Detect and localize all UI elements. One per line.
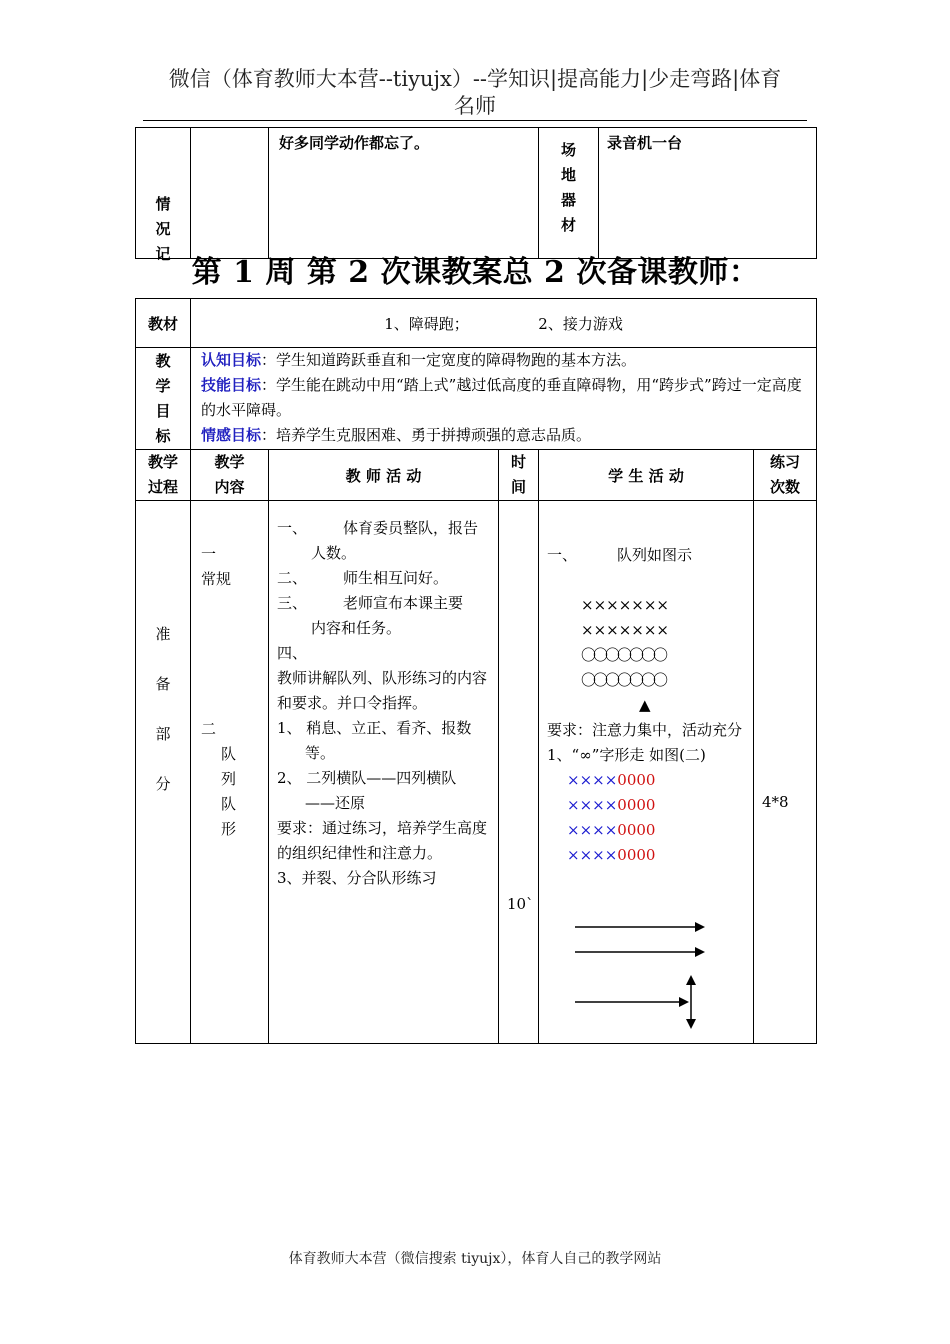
section-label: 准 备 部 分 [136, 501, 191, 1044]
lesson-title: 第 1 周 第 2 次课教案总 2 次备课教师： [191, 255, 760, 290]
page-footer: 体育教师大本营（微信搜索 tiyujx），体育人自己的教学网站 [288, 1251, 662, 1267]
content-2-text: 队 列 队 形 [221, 745, 237, 838]
header-rule [143, 120, 807, 121]
goals-label: 教 学 目 标 [136, 348, 191, 450]
reps-cell [754, 501, 817, 1044]
col-time: 时 间 [499, 450, 539, 501]
material-item-1: 1、障碍跑； [384, 314, 469, 333]
formation-o-row-1: 〇〇〇〇〇〇〇 [581, 646, 666, 664]
lesson-plan-table [135, 298, 817, 1044]
teacher-item-3: 三、 老师宣布本课主要 [277, 594, 464, 612]
col-process: 教学 过程 [136, 450, 191, 501]
arrow-right-icon-2 [575, 947, 705, 957]
formation-line-1: ××××0000 [567, 771, 656, 789]
content-1-num: 一 [201, 545, 217, 563]
material-value [191, 299, 817, 348]
teacher-item-2: 二、 师生相互问好。 [277, 569, 449, 587]
goals-cell [191, 348, 817, 450]
situation-label: 情 况 记 [136, 128, 191, 259]
student-drill: 1、“∞”字形走 如图(二) [547, 746, 706, 764]
formation-line-4: ××××0000 [567, 846, 656, 864]
student-activity [539, 501, 754, 1044]
content-1-text: 常规 [201, 570, 232, 588]
teacher-requirement: 要求：通过练习，培养学生高度的组织纪律性和注意力。 [277, 819, 488, 862]
material-item-2: 2、接力游戏 [538, 314, 623, 333]
col-teacher: 教 师 活 动 [269, 450, 499, 501]
goal-affective: 情感目标：培养学生克服困难、勇于拼搏顽强的意志品质。 [201, 426, 592, 444]
situation-feedback: 好多同学动作都忘了。 [269, 128, 539, 259]
teacher-item-1: 一、 体育委员整队，报告 [277, 519, 479, 537]
equipment-value: 录音机一台 [599, 128, 817, 259]
teacher-sub-2: 2、 二列横队——四列横队 [277, 769, 457, 787]
material-label: 教材 [136, 299, 191, 348]
time-cell [499, 501, 539, 1044]
header-line-1: 微信（体育教师大本营--tiyujx）--学知识|提高能力|少走弯路|体育 [168, 67, 782, 91]
content-cell [191, 501, 269, 1044]
movement-arrows-diagram [539, 919, 754, 1029]
goal-skill: 技能目标：学生能在跳动中用“踏上式”越过低高度的垂直障碍物，用“跨步式”跨过一定高度的水平障碍。 [201, 376, 802, 419]
col-reps: 练习 次数 [754, 450, 817, 501]
content-2-num: 二 [201, 720, 217, 738]
formation-line-3: ××××0000 [567, 821, 656, 839]
teacher-activity: 一、 体育委员整队，报告 人数。 二、 师生相互问好。 三、 老师宣布本课主要 内容和任务。 四、 教师讲解队列、队形练习的内容和要求。并口令指挥。 1、 稍息、立正、看齐、报数 等。 2、 二列横队——四列横队 ——还原 要求：通过练习，培养学生高度的组织纪律性和注意力。 3、并裂、分合队形练习 [269, 501, 499, 1044]
reps-value: 4*8 [762, 793, 789, 811]
formation-x-row-2: ××××××× [581, 621, 669, 639]
teacher-item-4-text: 教师讲解队列、队形练习的内容和要求。并口令指挥。 [277, 669, 488, 712]
time-value: 10` [507, 895, 534, 913]
col-student: 学 生 活 动 [539, 450, 754, 501]
goal-cognitive: 认知目标：学生知道跨跃垂直和一定宽度的障碍物跑的基本方法。 [201, 351, 637, 369]
formation-o-row-2: 〇〇〇〇〇〇〇 [581, 671, 666, 689]
formation-x-row-1: ××××××× [581, 596, 669, 614]
formation-line-2: ××××0000 [567, 796, 656, 814]
page-header [140, 66, 810, 120]
arrow-right-icon-1 [575, 922, 705, 932]
teacher-sub-3: 3、并裂、分合队形练习 [277, 869, 437, 887]
situation-empty-cell [191, 128, 269, 259]
arrow-right-icon-3 [575, 997, 689, 1007]
teacher-triangle-icon: ▲ [639, 696, 651, 714]
situation-table [135, 127, 817, 263]
teacher-item-4-num: 四、 [277, 644, 308, 662]
venue-label: 场 地 器 材 [539, 128, 599, 259]
col-content: 教学 内容 [191, 450, 269, 501]
student-item-1: 一、 队列如图示 [547, 546, 693, 564]
student-requirement: 要求：注意力集中，活动充分 [547, 721, 743, 739]
header-line-2: 名师 [454, 94, 496, 118]
teacher-sub-1: 1、 稍息、立正、看齐、报数 [277, 719, 472, 737]
